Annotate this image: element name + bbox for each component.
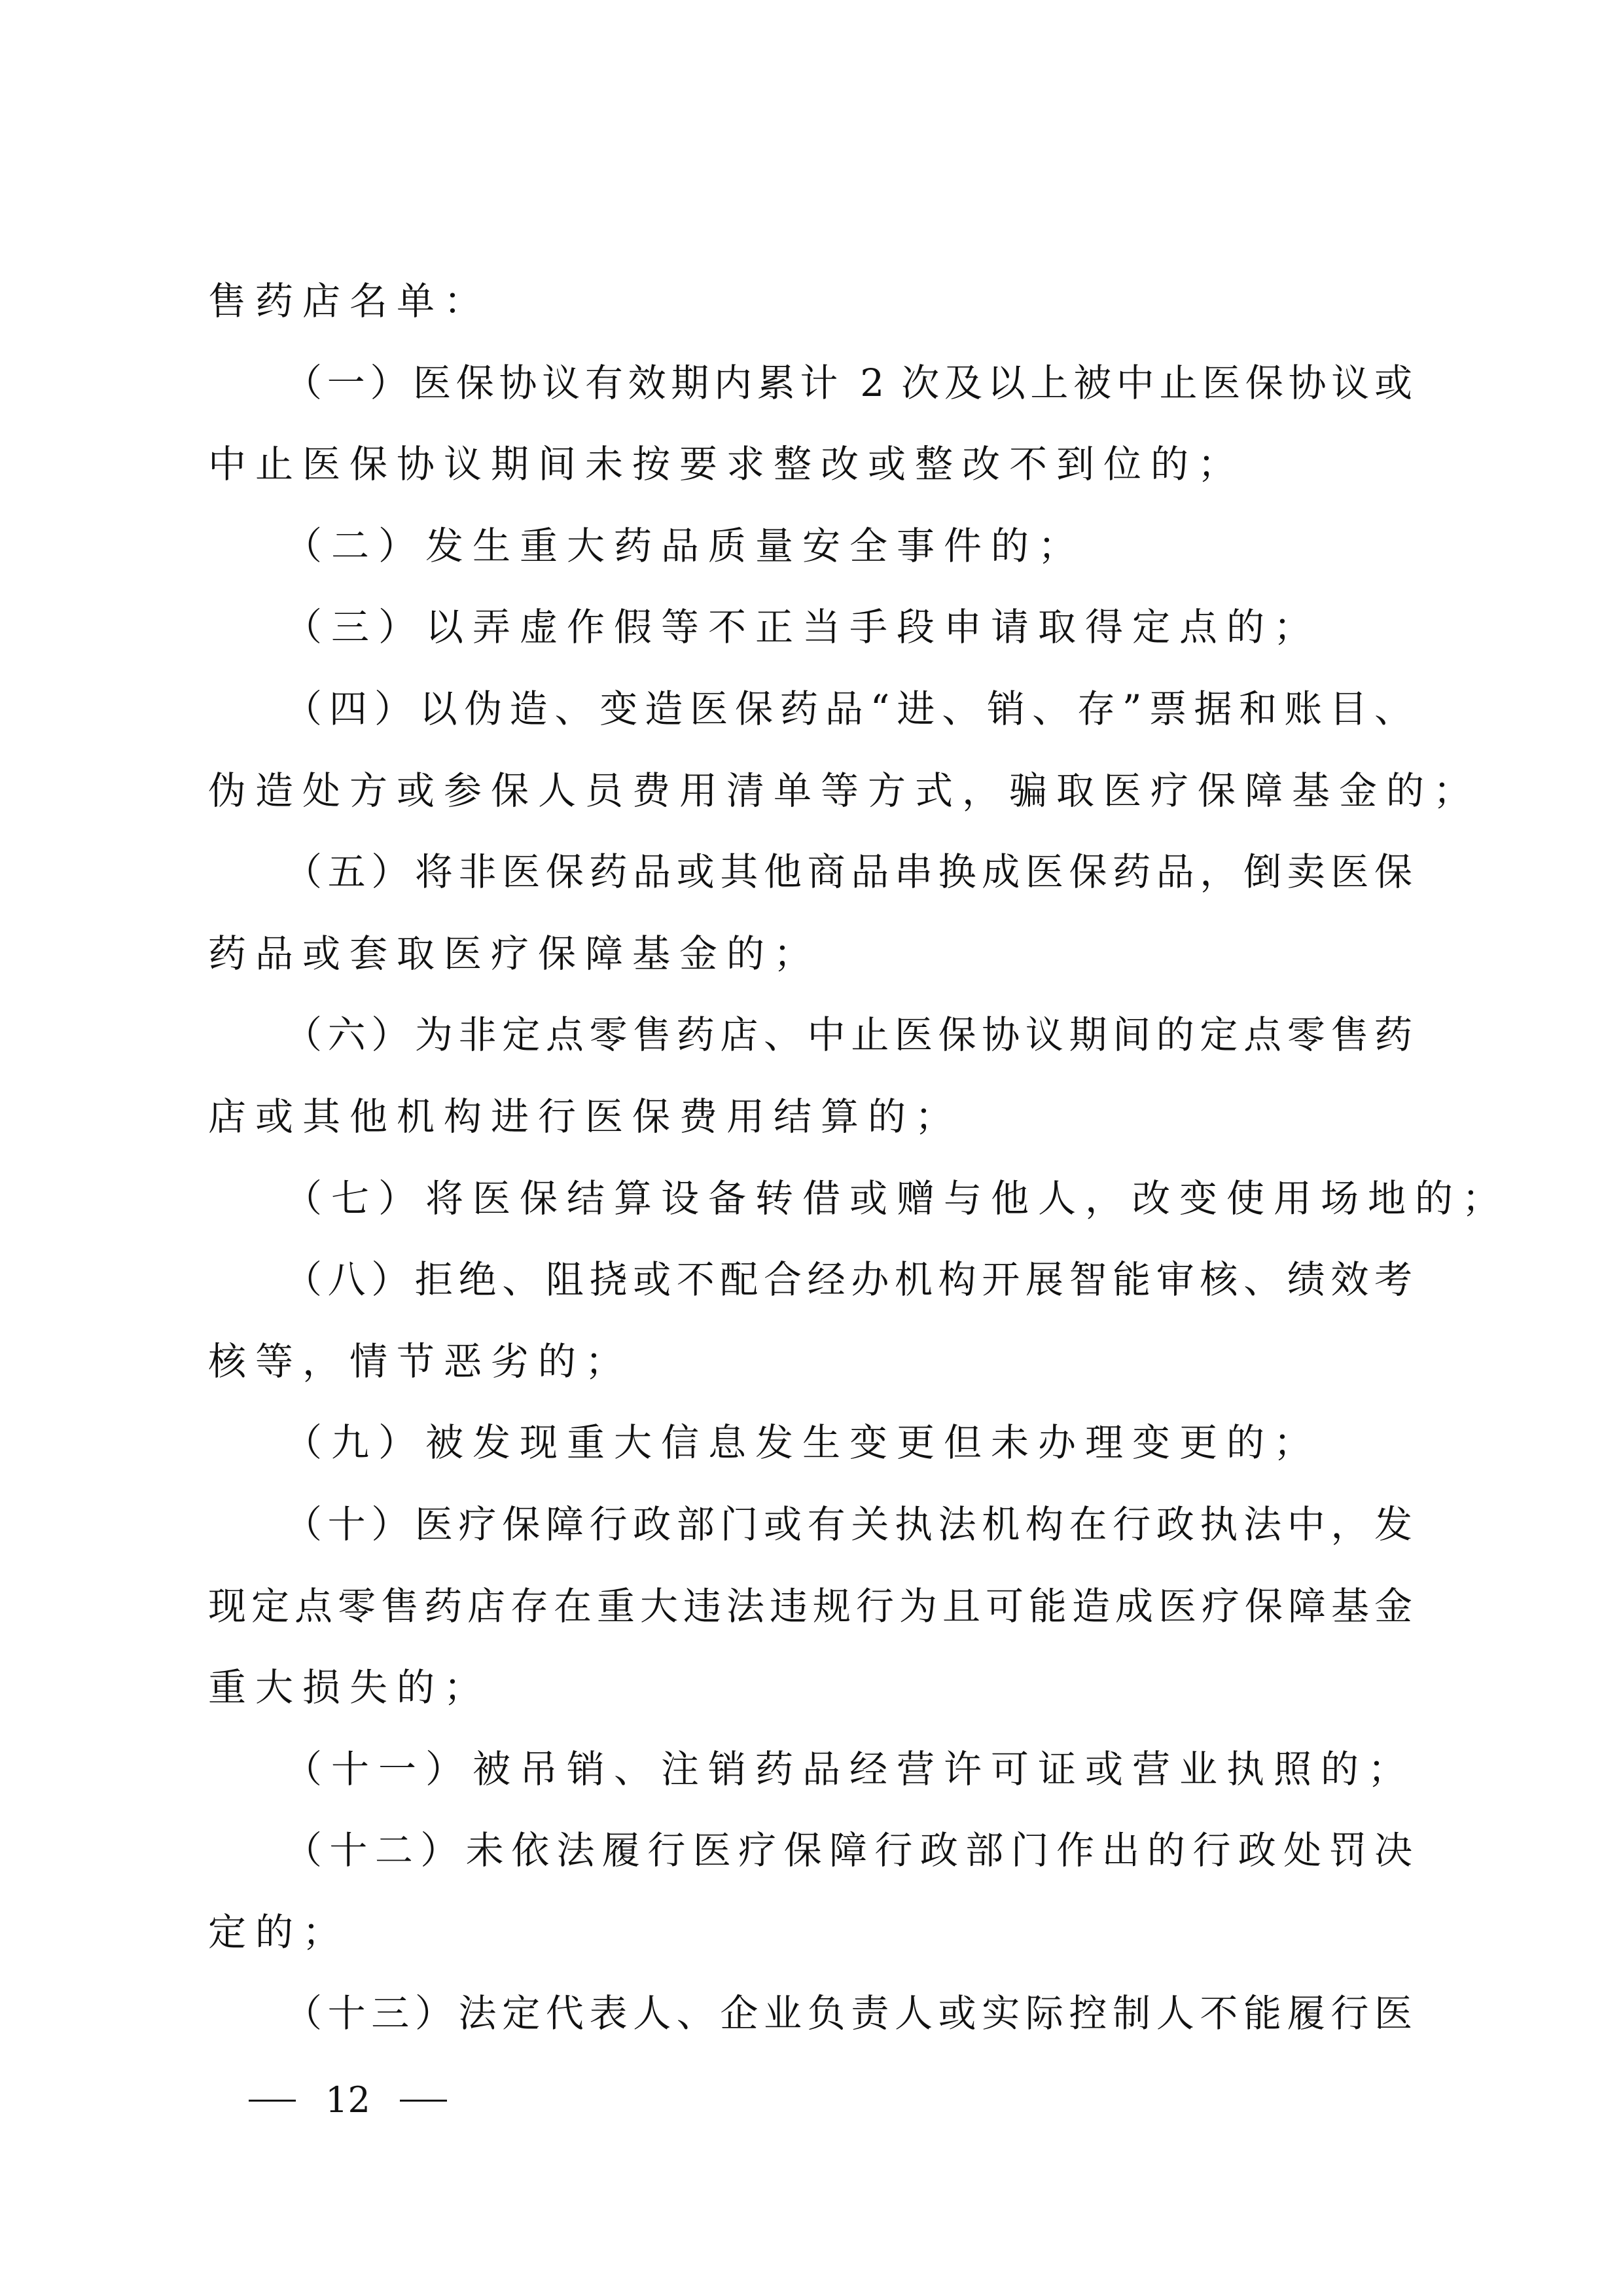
list-item-8-line-1: （八）拒绝、阻挠或不配合经办机构开展智能审核、绩效考 bbox=[284, 1257, 1412, 1302]
list-item-13-line-1: （十三）法定代表人、企业负责人或实际控制人不能履行医 bbox=[284, 1991, 1412, 2036]
list-item-11: （十一）被吊销、注销药品经营许可证或营业执照的； bbox=[284, 1746, 1416, 1791]
list-item-12-line-1: （十二）未依法履行医疗保障行政部门作出的行政处罚决 bbox=[284, 1828, 1412, 1873]
footer-dash-right bbox=[400, 2100, 447, 2102]
list-item-9: （九）被发现重大信息发生变更但未办理变更的； bbox=[284, 1420, 1321, 1465]
list-item-5-line-1: （五）将非医保药品或其他商品串换成医保药品，倒卖医保 bbox=[284, 850, 1412, 895]
list-item-4-line-1: （四）以伪造、变造医保药品“进、销、存”票据和账目、 bbox=[284, 686, 1412, 731]
list-item-3: （三）以弄虚作假等不正当手段申请取得定点的； bbox=[284, 605, 1321, 650]
document-body bbox=[208, 260, 1510, 2054]
list-item-4-line-2: 伪造处方或参保人员费用清单等方式，骗取医疗保障基金的； bbox=[208, 768, 1481, 813]
list-item-10-line-2: 现定点零售药店存在重大违法违规行为且可能造成医疗保障基金 bbox=[208, 1583, 1412, 1628]
list-item-6-line-2: 店或其他机构进行医保费用结算的； bbox=[208, 1094, 963, 1139]
list-item-8-line-2: 核等，情节恶劣的； bbox=[208, 1338, 633, 1384]
list-item-10-line-1: （十）医疗保障行政部门或有关执法机构在行政执法中，发 bbox=[284, 1501, 1412, 1547]
page-footer bbox=[249, 2075, 447, 2123]
text-line-1: 售药店名单： bbox=[208, 279, 491, 323]
list-item-2: （二）发生重大药品质量安全事件的； bbox=[284, 523, 1086, 568]
list-item-1-line-2: 中止医保协议期间未按要求整改或整改不到位的； bbox=[208, 442, 1245, 487]
list-item-6-line-1: （六）为非定点零售药店、中止医保协议期间的定点零售药 bbox=[284, 1013, 1412, 1058]
list-item-5-line-2: 药品或套取医疗保障基金的； bbox=[208, 931, 821, 976]
footer-dash-left bbox=[249, 2100, 296, 2102]
list-item-10-line-3: 重大损失的； bbox=[208, 1665, 491, 1710]
list-item-12-line-2: 定的； bbox=[208, 1909, 350, 1954]
page-number: 12 bbox=[325, 2079, 370, 2121]
list-item-7: （七）将医保结算设备转借或赠与他人，改变使用场地的； bbox=[284, 1175, 1510, 1221]
list-item-1-line-1: （一）医保协议有效期内累计 2 次及以上被中止医保协议或 bbox=[284, 360, 1412, 405]
